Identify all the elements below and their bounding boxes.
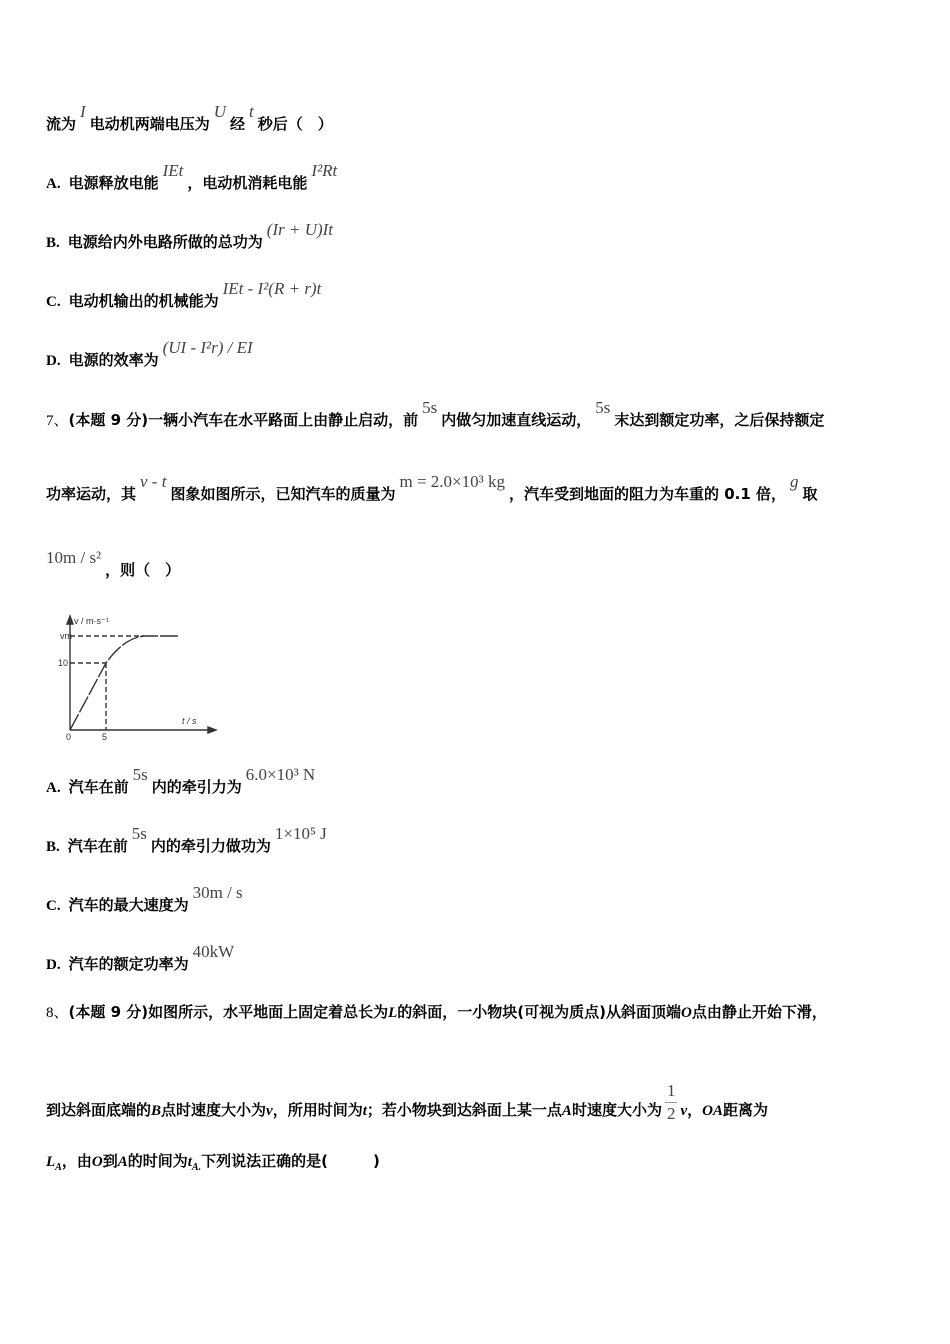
fraction-one-half: $\frac{1}{2}$ — [666, 1081, 676, 1123]
q6-option-d: D. 电源的效率为(UI - I²r) / EI — [46, 338, 253, 369]
q7-stem-line3: 10m / s²，则（ ） — [46, 548, 181, 579]
q8-stem-line3: $L_A$，由O到A的时间为$t_{A.}$下列说法正确的是( ) — [46, 1152, 380, 1173]
q7-stem-line1: 7、(本题 9 分)一辆小汽车在水平路面上由静止启动，前5s内做匀加速直线运动，5s末达到额定功率，之后保持额定 — [46, 398, 825, 429]
vt-graph — [44, 612, 224, 742]
svg-text:0: 0 — [66, 732, 72, 742]
x-axis-arrow-icon — [208, 727, 216, 733]
math-U: U — [213, 102, 226, 121]
q7-stem-line2: 功率运动，其v - t图象如图所示，已知汽车的质量为m = 2.0×10³ kg，汽车受到地面的阻力为车重的 0.1 倍，g取 — [46, 472, 818, 503]
q6-option-a: A. 电源释放电能IEt，电动机消耗电能I²Rt — [46, 161, 338, 192]
svg-text:vm: vm — [60, 631, 72, 641]
q8-stem-line1: 8、(本题 9 分)如图所示，水平地面上固定着总长为L的斜面，一小物块(可视为质点)从斜面顶端O点由静止开始下滑， — [46, 1003, 827, 1021]
q7-option-a: A. 汽车在前5s内的牵引力为6.0×10³ N — [46, 765, 316, 796]
math-I: I — [80, 102, 86, 121]
q6-option-b: B. 电源给内外电路所做的总功为(Ir + U)It — [46, 220, 334, 251]
svg-text:10: 10 — [58, 658, 69, 668]
q7-option-b: B. 汽车在前5s内的牵引力做功为1×10⁵ J — [46, 824, 327, 855]
math-t: t — [249, 102, 254, 121]
svg-text:5: 5 — [102, 732, 108, 742]
q8-stem-line2: 到达斜面底端的B点时速度大小为v，所用时间为t；若小物块到达斜面上某一点A时速度大小为 $\frac{1}{2}$ v，OA距离为 — [46, 1081, 768, 1123]
q6-option-c: C. 电动机输出的机械能为IEt - I²(R + r)t — [46, 279, 322, 310]
svg-text:t / s: t / s — [182, 716, 197, 726]
q7-option-d: D. 汽车的额定功率为40kW — [46, 942, 235, 973]
y-axis-arrow-icon — [67, 616, 73, 624]
q7-option-c: C. 汽车的最大速度为30m / s — [46, 883, 243, 914]
q6-stem: 流为I电动机两端电压为U经t秒后（ ） — [46, 102, 333, 133]
vt-curve — [70, 636, 179, 730]
svg-text:v / m·s⁻¹: v / m·s⁻¹ — [74, 616, 109, 626]
